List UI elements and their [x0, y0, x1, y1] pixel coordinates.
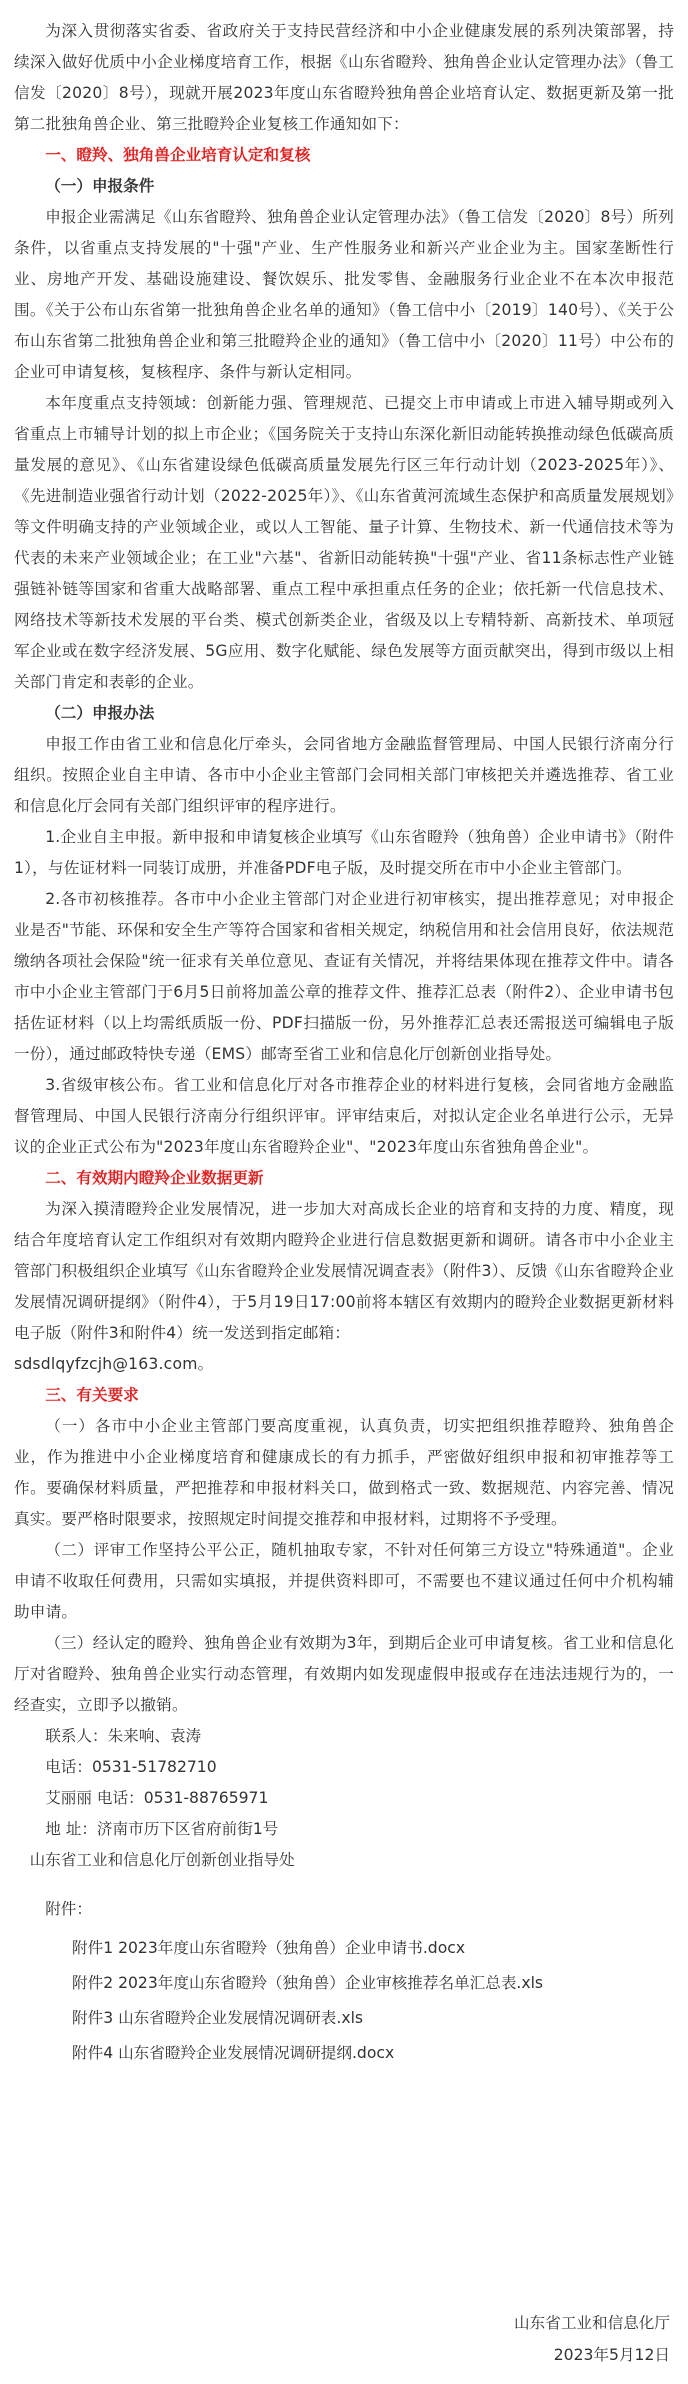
- section3-paragraph: （一）各市中小企业主管部门要高度重视，认真负责，切实把组织推荐瞪羚、独角兽企业，作为推进中小企业梯度培育和健康成长的有力抓手，严密做好组织申报和初审推荐等工作。要确保材料质量，严把推荐和申报材料关口，做到格式一致、数据规范、内容完善、情况真实。要严格时限要求，按照规定时间提交推荐和申报材料，过期将不予受理。: [14, 1417, 674, 1528]
- contact-address: 地 址：济南市历下区省府前街1号: [45, 1820, 279, 1838]
- section2-heading: 二、有效期内瞪羚企业数据更新: [45, 1169, 264, 1187]
- section1-sub1-heading: （一）申报条件: [45, 177, 155, 195]
- section1-sub1-paragraph: 申报企业需满足《山东省瞪羚、独角兽企业认定管理办法》（鲁工信发〔2020〕8号）所列条件，以省重点支持发展的"十强"产业、生产性服务业和新兴产业企业为主。国家垄断性行业、房地产开发、基础设施建设、餐饮娱乐、批发零售、金融服务行业企业不在本次申报范围。《关于公布山东省第一批独角兽企业名单的通知》（鲁工信中小〔2019〕140号）、《关于公布山东省第二批独角兽企业和第三批瞪羚企业的通知》（鲁工信中小〔2020〕11号）中公布的企业可申请复核，复核程序、条件与新认定相同。: [14, 208, 674, 381]
- section1-sub1-paragraph: 本年度重点支持领域：创新能力强、管理规范、已提交上市申请或上市进入辅导期或列入省重点上市辅导计划的拟上市企业；《国务院关于支持山东深化新旧动能转换推动绿色低碳高质量发展的意见》、《山东省建设绿色低碳高质量发展先行区三年行动计划（2023-2025年）》、《先进制造业强省行动计划（2022-2025年）》、《山东省黄河流域生态保护和高质量发展规划》等文件明确支持的产业领域企业，或以人工智能、量子计算、生物技术、新一代通信技术等为代表的未来产业领域企业；在工业"六基"、省新旧动能转换"十强"产业、省11条标志性产业链强链补链等国家和省重大战略部署、重点工程中承担重点任务的企业；依托新一代信息技术、网络技术等新技术发展的平台类、模式创新类企业，省级及以上专精特新、高新技术、单项冠军企业或在数字经济发展、5G应用、数字化赋能、绿色发展等方面贡献突出，得到市级以上相关部门肯定和表彰的企业。: [14, 394, 674, 691]
- signature-date: 2023年5月12日: [553, 2346, 670, 2364]
- contact-people: 联系人：朱来响、袁涛: [45, 1727, 202, 1745]
- section1-sub2-paragraph: 1.企业自主申报。新申报和申请复核企业填写《山东省瞪羚（独角兽）企业申请书》（附件1），与佐证材料一同装订成册，并准备PDF电子版，及时提交所在市中小企业主管部门。: [14, 828, 674, 877]
- contact-department: 山东省工业和信息化厅创新创业指导处: [29, 1851, 295, 1869]
- section3-paragraph: （二）评审工作坚持公平公正，随机抽取专家，不针对任何第三方设立"特殊通道"。企业申请不收取任何费用，只需如实填报，并提供资料即可，不需要也不建议通过任何中介机构辅助申请。: [14, 1541, 674, 1621]
- attachments-title: 附件：: [45, 1900, 92, 1918]
- contact-phone: 电话：0531-51782710: [45, 1758, 217, 1776]
- section1-sub2-heading: （二）申报办法: [45, 704, 155, 722]
- section3-heading: 三、有关要求: [45, 1386, 139, 1404]
- signature-organization: 山东省工业和信息化厅: [514, 2314, 670, 2332]
- contact-person2: 艾丽丽 电话：0531-88765971: [45, 1789, 269, 1807]
- attachment-link[interactable]: 附件4 山东省瞪羚企业发展情况调研提纲.docx: [72, 2044, 395, 2062]
- section3-paragraph: （三）经认定的瞪羚、独角兽企业有效期为3年，到期后企业可申请复核。省工业和信息化厅对省瞪羚、独角兽企业实行动态管理，有效期内如发现虚假申报或存在违法违规行为的，一经查实，立即予以撤销。: [14, 1634, 674, 1714]
- intro-paragraph: 为深入贯彻落实省委、省政府关于支持民营经济和中小企业健康发展的系列决策部署，持续深入做好优质中小企业梯度培育工作，根据《山东省瞪羚、独角兽企业认定管理办法》（鲁工信发〔2020〕8号），现就开展2023年度山东省瞪羚独角兽企业培育认定、数据更新及第一批第二批独角兽企业、第三批瞪羚企业复核工作通知如下：: [14, 22, 674, 133]
- attachment-link[interactable]: 附件1 2023年度山东省瞪羚（独角兽）企业申请书.docx: [72, 1939, 466, 1957]
- attachment-link[interactable]: 附件3 山东省瞪羚企业发展情况调研表.xls: [72, 2009, 364, 2027]
- attachment-link[interactable]: 附件2 2023年度山东省瞪羚（独角兽）企业审核推荐名单汇总表.xls: [72, 1974, 544, 1992]
- section1-heading: 一、瞪羚、独角兽企业培育认定和复核: [45, 146, 311, 164]
- submission-email: sdsdlqyfzcjh@163.com。: [14, 1355, 214, 1373]
- section1-sub2-paragraph: 3.省级审核公布。省工业和信息化厅对各市推荐企业的材料进行复核，会同省地方金融监督管理局、中国人民银行济南分行组织评审。评审结束后，对拟认定企业名单进行公示，无异议的企业正式公布为"2023年度山东省瞪羚企业"、"2023年度山东省独角兽企业"。: [14, 1076, 674, 1156]
- section2-paragraph: 为深入摸清瞪羚企业发展情况，进一步加大对高成长企业的培育和支持的力度、精度，现结合年度培育认定工作组织对有效期内瞪羚企业进行信息数据更新和调研。请各市中小企业主管部门积极组织企业填写《山东省瞪羚企业发展情况调查表》（附件3）、反馈《山东省瞪羚企业发展情况调研提纲》（附件4），于5月19日17:00前将本辖区有效期内的瞪羚企业数据更新材料电子版（附件3和附件4）统一发送到指定邮箱：: [14, 1200, 674, 1342]
- section1-sub2-paragraph: 2.各市初核推荐。各市中小企业主管部门对企业进行初审核实，提出推荐意见；对申报企业是否"节能、环保和安全生产等符合国家和省相关规定，纳税信用和社会信用良好，依法规范缴纳各项社会保险"统一征求有关单位意见、查证有关情况，并将结果体现在推荐文件中。请各市中小企业主管部门于6月5日前将加盖公章的推荐文件、推荐汇总表（附件2）、企业申请书包括佐证材料（以上均需纸质版一份、PDF扫描版一份，另外推荐汇总表还需报送可编辑电子版一份），通过邮政特快专递（EMS）邮寄至省工业和信息化厅创新创业指导处。: [14, 890, 674, 1063]
- attachments-list: [14, 1931, 674, 2071]
- section1-sub2-paragraph: 申报工作由省工业和信息化厅牵头，会同省地方金融监督管理局、中国人民银行济南分行组织。按照企业自主申请、各市中小企业主管部门会同相关部门审核把关并遴选推荐、省工业和信息化厅会同有关部门组织评审的程序进行。: [14, 735, 674, 815]
